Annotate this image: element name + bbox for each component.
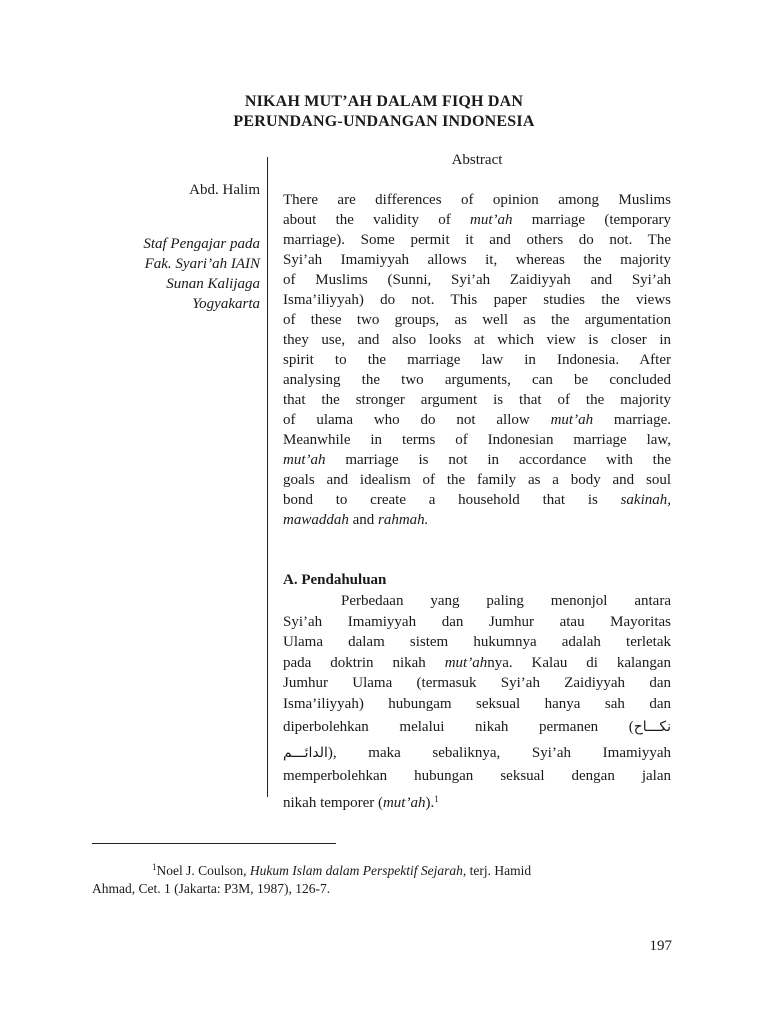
column-divider xyxy=(267,157,268,797)
body-line: Perbedaan yang paling menonjol antara xyxy=(341,593,671,609)
body-line: nikah temporer (mut’ah).$^1$ xyxy=(283,793,439,811)
footnote-ref: 1 xyxy=(434,793,439,804)
body-line: memperbolehkan hubungan seksual dengan jalan xyxy=(283,768,671,784)
section-body xyxy=(283,591,671,811)
author-affiliation xyxy=(90,234,260,314)
affiliation-line: Yogyakarta xyxy=(192,296,260,312)
abstract-line: about the validity of mut’ah marriage (temporary xyxy=(283,212,671,228)
footnote-separator xyxy=(92,843,336,844)
abstract-line: Meanwhile in terms of Indonesian marriage law, xyxy=(283,432,671,448)
body-line: Isma’iliyyah) hubungam seksual hanya sah dan xyxy=(283,695,671,712)
affiliation-line: Fak. Syari’ah IAIN xyxy=(144,256,260,272)
author-name: Abd. Halim xyxy=(189,182,260,198)
affiliation-line: Sunan Kalijaga xyxy=(166,276,260,292)
section-heading: A. Pendahuluan xyxy=(283,572,387,588)
arabic-term: نكـــاح xyxy=(633,719,671,735)
footnote-line: Ahmad, Cet. 1 (Jakarta: P3M, 1987), 126-7. xyxy=(92,881,331,896)
abstract-line: of Muslims (Sunni, Syi’ah Zaidiyyah and Syi’ah xyxy=(283,272,671,288)
page-number: 197 xyxy=(649,938,672,954)
footnote-line: $^1$Noel J. Coulson, Hukum Islam dalam Perspektif Sejarah, terj. Hamid xyxy=(152,862,532,878)
affiliation-line: Staf Pengajar pada xyxy=(143,236,260,252)
abstract-line: of these two groups, as well as the argumentation xyxy=(283,312,671,328)
body-line: Jumhur Ulama (termasuk Syi’ah Zaidiyyah dan xyxy=(283,675,671,691)
body-line: Ulama dalam sistem hukumnya adalah terletak xyxy=(283,634,671,650)
body-line: الدائـــم), maka sebaliknya, Syi’ah Imamiyyah xyxy=(283,745,671,761)
abstract-line: bond to create a household that is sakinah, xyxy=(283,492,671,508)
abstract-line: marriage). Some permit it and others do not. The xyxy=(283,232,671,248)
title-line-2: PERUNDANG-UNDANGAN INDONESIA xyxy=(233,113,535,130)
abstract-line: analysing the two arguments, can be concluded xyxy=(283,372,671,388)
footnote-number: 1 xyxy=(152,862,157,872)
abstract-line: mut’ah marriage is not in accordance with the xyxy=(283,452,671,468)
title-line-1: NIKAH MUT’AH DALAM FIQH DAN xyxy=(244,93,524,110)
abstract-line: they use, and also looks at which view is closer in xyxy=(283,332,671,348)
abstract-line: Syi’ah Imamiyyah allows it, whereas the majority xyxy=(283,252,671,268)
abstract-heading: Abstract xyxy=(451,152,503,168)
abstract-body xyxy=(283,190,671,530)
abstract-line: that the stronger argument is that of the majority xyxy=(283,392,671,408)
body-line: pada doktrin nikah mut’ahnya. Kalau di kalangan xyxy=(283,654,671,671)
abstract-line: Isma’iliyyah) do not. This paper studies the views xyxy=(283,292,671,308)
body-line: Syi’ah Imamiyyah dan Jumhur atau Mayoritas xyxy=(283,613,671,630)
footnote xyxy=(92,858,672,898)
abstract-line: mawaddah and rahmah. xyxy=(283,512,429,528)
abstract-line: There are differences of opinion among Muslims xyxy=(283,192,671,208)
arabic-term: الدائـــم xyxy=(283,745,328,761)
abstract-line: spirit to the marriage law in Indonesia. After xyxy=(283,352,671,368)
author-block xyxy=(90,180,260,314)
abstract-line: of ulama who do not allow mut’ah marriage. xyxy=(283,412,671,428)
paper-title xyxy=(0,92,768,132)
body-line: diperbolehkan melalui nikah permanen (نكـــاح xyxy=(283,719,671,735)
abstract-line: goals and idealism of the family as a body and soul xyxy=(283,472,671,488)
